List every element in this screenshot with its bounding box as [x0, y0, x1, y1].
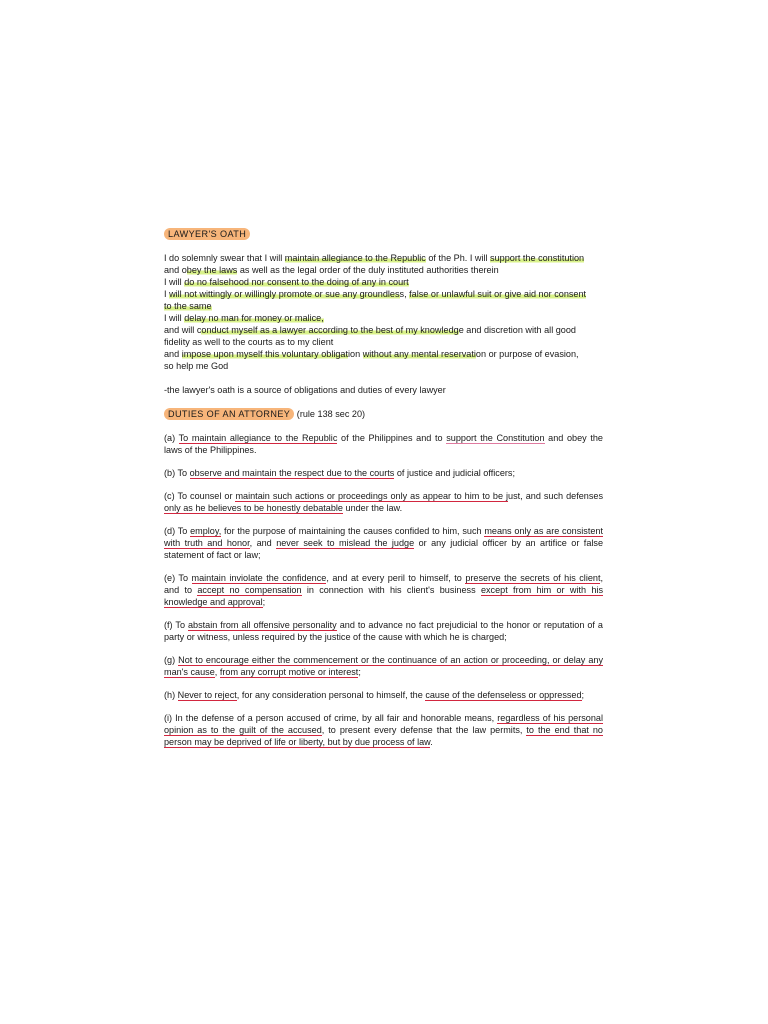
oath-line: I will do no falsehood nor consent to the doing of any in court — [164, 277, 409, 287]
duties-rule-ref: (rule 138 sec 20) — [294, 409, 366, 419]
duty-i: (i) In the defense of a person accused of crime, by all fair and honorable means, regardless of his personal opinion as to the guilt of the accused, to present every defense that the law permits, to the end that no person may be deprived of life or liberty, but by due process of law. — [164, 713, 603, 747]
duty-g: (g) Not to encourage either the commencement or the continuance of an action or proceeding, or delay any man's cause, from any corrupt motive or interest; — [164, 655, 604, 677]
oath-line: and will conduct myself as a lawyer according to the best of my knowledge and discretion with all good — [164, 325, 576, 335]
oath-line: fidelity as well to the courts as to my client — [164, 337, 334, 347]
oath-line: and obey the laws as well as the legal order of the duly instituted authorities therein — [164, 265, 499, 275]
duty-d: (d) To employ, for the purpose of maintaining the causes confided to him, such means only as are consistent with truth and honor, and never seek to mislead the judge or any judicial officer by an artifice or false statement of fact or law; — [164, 526, 603, 560]
lawyers-oath-text — [164, 252, 603, 372]
oath-line: I will delay no man for money or malice, — [164, 313, 324, 323]
oath-line: to the same — [164, 301, 212, 311]
duties-heading-line — [164, 408, 603, 420]
duty-c: (c) To counsel or maintain such actions or proceedings only as appear to him to be just, and such defenses only as he believes to be honestly debatable under the law. — [164, 491, 603, 513]
oath-line: I do solemnly swear that I will maintain allegiance to the Republic of the Ph. I will support the constitution — [164, 253, 585, 263]
oath-line: and impose upon myself this voluntary obligation without any mental reservation or purpose of evasion, — [164, 349, 579, 359]
oath-line: I will not wittingly or willingly promote or sue any groundless, false or unlawful suit or give aid nor consent — [164, 289, 587, 299]
duty-f: (f) To abstain from all offensive personality and to advance no fact prejudicial to the honor or reputation of a party or witness, unless required by the justice of the cause with which he is charged; — [164, 620, 603, 642]
duty-b: (b) To observe and maintain the respect due to the courts of justice and judicial officers; — [164, 468, 515, 478]
duty-h: (h) Never to reject, for any consideration personal to himself, the cause of the defenseless or oppressed; — [164, 690, 585, 700]
duty-a: (a) To maintain allegiance to the Republic of the Philippines and to support the Constitution and obey the laws of the Philippines. — [164, 433, 603, 455]
oath-line: so help me God — [164, 361, 229, 371]
document-body — [164, 228, 603, 748]
duties-heading: DUTIES OF AN ATTORNEY — [164, 408, 294, 420]
duty-e: (e) To maintain inviolate the confidence, and at every peril to himself, to preserve the secrets of his client, and to accept no compensation in connection with his client's business except from him or with his knowledge and approval; — [164, 573, 604, 607]
oath-note: -the lawyer's oath is a source of obligations and duties of every lawyer — [164, 385, 446, 395]
lawyers-oath-heading: LAWYER'S OATH — [164, 228, 250, 240]
